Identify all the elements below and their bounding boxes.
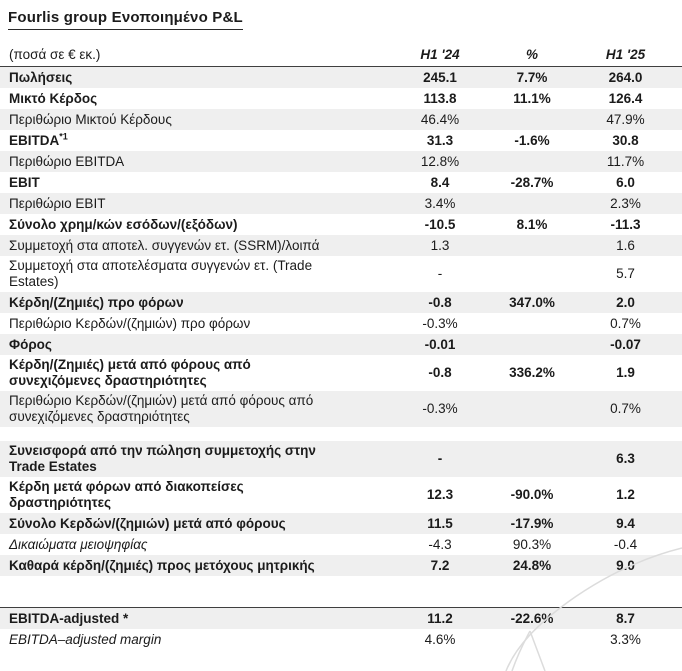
value-h1-24: 113.8 bbox=[423, 90, 457, 106]
section-gap bbox=[0, 576, 682, 607]
value-pct: 347.0% bbox=[509, 294, 555, 310]
value-pct: -1.6% bbox=[514, 132, 550, 148]
value-h1-25: 9.4 bbox=[616, 515, 635, 531]
table-row bbox=[0, 391, 682, 427]
table-body bbox=[0, 67, 682, 576]
value-h1-25: 1.9 bbox=[616, 365, 635, 380]
value-pct: 90.3% bbox=[512, 536, 552, 552]
value-h1-24: 1.3 bbox=[430, 237, 450, 253]
row-label: EBITDA-adjusted * bbox=[9, 610, 129, 626]
adjusted-section bbox=[0, 607, 682, 650]
table-row bbox=[0, 441, 682, 477]
value-h1-24: -10.5 bbox=[424, 216, 456, 232]
table-row bbox=[0, 629, 682, 650]
value-h1-24: 4.6% bbox=[424, 631, 456, 647]
value-h1-25: 0.7% bbox=[610, 315, 641, 331]
value-h1-24: -0.01 bbox=[424, 336, 456, 352]
value-h1-24: -4.3 bbox=[428, 536, 452, 552]
value-h1-24: - bbox=[437, 451, 443, 466]
row-label: EBIT bbox=[9, 174, 40, 190]
table-row bbox=[0, 355, 682, 391]
row-label: EBITDA$^{*1}$ bbox=[9, 131, 68, 148]
row-label: Καθαρά κέρδη/(ζημιές) προς μετόχους μητρικής bbox=[9, 557, 315, 573]
unit-label: (ποσά σε € εκ.) bbox=[9, 47, 101, 62]
value-h1-25: 1.6 bbox=[616, 237, 635, 253]
table-header-row bbox=[0, 47, 682, 67]
column-header-h1-25: H1 '25 bbox=[605, 47, 646, 62]
value-pct: 24.8% bbox=[512, 557, 552, 573]
value-h1-24: 3.4% bbox=[424, 195, 456, 211]
value-pct: 336.2% bbox=[509, 365, 555, 380]
value-h1-25: 6.3 bbox=[616, 451, 635, 466]
column-header-pct: % bbox=[525, 47, 538, 62]
table-row bbox=[0, 193, 682, 214]
value-h1-24: 11.2 bbox=[427, 610, 453, 626]
table-row bbox=[0, 214, 682, 235]
table-row bbox=[0, 151, 682, 172]
row-label: Συνεισφορά από την πώληση συμμετοχής στην Trade Estates bbox=[9, 443, 316, 474]
row-label: Κέρδη μετά φόρων από διακοπείσες δραστηριότητες bbox=[9, 479, 244, 510]
table-row bbox=[0, 513, 682, 534]
value-h1-24: 31.3 bbox=[426, 132, 454, 148]
column-header-h1-24: H1 '24 bbox=[420, 47, 460, 62]
value-h1-24: 8.4 bbox=[430, 174, 450, 190]
value-h1-25: 8.7 bbox=[616, 610, 635, 626]
table-row bbox=[0, 88, 682, 109]
table-row bbox=[0, 67, 682, 88]
row-label: Συμμετοχή στα αποτελέσματα συγγενών ετ. (Trade Estates) bbox=[9, 258, 313, 289]
value-h1-25: -0.07 bbox=[610, 336, 641, 352]
footnote-marker: *1 bbox=[59, 131, 68, 141]
row-label: Φόρος bbox=[9, 336, 52, 352]
value-pct: -90.0% bbox=[510, 487, 554, 502]
row-label: Περιθώριο EBITDA bbox=[9, 153, 125, 169]
value-h1-24: -0.8 bbox=[428, 365, 452, 380]
value-h1-24: -0.8 bbox=[428, 294, 452, 310]
row-label: Σύνολο χρημ/κών εσόδων/(εξόδων) bbox=[9, 216, 238, 232]
value-h1-24: 11.5 bbox=[427, 515, 453, 531]
value-pct: -28.7% bbox=[510, 174, 554, 190]
value-h1-24: 12.3 bbox=[426, 487, 454, 502]
value-h1-24: -0.3% bbox=[422, 401, 458, 416]
value-pct: 7.7% bbox=[516, 69, 548, 85]
table-row bbox=[0, 235, 682, 256]
row-label: Περιθώριο Κερδών/(ζημιών) μετά από φόρους από συνεχιζόμενες δραστηριότητες bbox=[9, 393, 314, 424]
value-h1-25: 30.8 bbox=[612, 132, 639, 148]
table-row bbox=[0, 334, 682, 355]
row-label: Κέρδη/(Ζημιές) μετά από φόρους από συνεχιζόμενες δραστηριότητες bbox=[9, 357, 251, 388]
table-row bbox=[0, 130, 682, 151]
row-label: Μικτό Κέρδος bbox=[9, 90, 98, 106]
value-h1-24: 46.4% bbox=[420, 111, 460, 127]
value-h1-25: -0.4 bbox=[613, 536, 638, 552]
value-h1-24: - bbox=[437, 266, 443, 281]
section-gap bbox=[0, 427, 682, 441]
pnl-table bbox=[0, 47, 682, 650]
table-row bbox=[0, 608, 682, 629]
table-row bbox=[0, 172, 682, 193]
value-pct: -22.6% bbox=[510, 610, 554, 626]
value-h1-25: 9.0 bbox=[616, 557, 635, 573]
page-title: Fourlis group Ενοποιημένο P&L bbox=[8, 9, 243, 30]
value-h1-25: 11.7% bbox=[606, 153, 645, 169]
value-h1-25: 3.3% bbox=[610, 631, 641, 647]
table-row bbox=[0, 313, 682, 334]
value-pct: 11.1% bbox=[513, 90, 551, 106]
row-label: Δικαιώματα μειοψηφίας bbox=[9, 536, 148, 552]
value-pct: -17.9% bbox=[510, 515, 554, 531]
table-row bbox=[0, 292, 682, 313]
value-h1-24: -0.3% bbox=[422, 315, 458, 331]
row-label: Πωλήσεις bbox=[9, 69, 73, 85]
value-h1-24: 7.2 bbox=[430, 557, 450, 573]
value-h1-25: 126.4 bbox=[608, 90, 643, 106]
value-h1-25: 2.0 bbox=[616, 294, 635, 310]
value-h1-25: 2.3% bbox=[610, 195, 641, 211]
value-h1-25: 6.0 bbox=[616, 174, 635, 190]
value-h1-25: 47.9% bbox=[606, 111, 645, 127]
value-h1-24: 245.1 bbox=[423, 69, 457, 85]
table-row bbox=[0, 109, 682, 130]
row-label: Περιθώριο Κερδών/(ζημιών) προ φόρων bbox=[9, 315, 251, 331]
table-row bbox=[0, 477, 682, 513]
row-label: EBITDA–adjusted margin bbox=[9, 631, 162, 647]
value-h1-25: 0.7% bbox=[610, 401, 641, 416]
table-row bbox=[0, 256, 682, 292]
value-h1-25: -11.3 bbox=[610, 216, 641, 232]
value-h1-25: 264.0 bbox=[608, 69, 643, 85]
table-row bbox=[0, 555, 682, 576]
value-pct: 8.1% bbox=[516, 216, 548, 232]
row-label: Περιθώριο Μικτού Κέρδους bbox=[9, 111, 172, 127]
row-label: Περιθώριο EBIT bbox=[9, 195, 106, 211]
row-label: Σύνολο Κερδών/(ζημιών) μετά από φόρους bbox=[9, 515, 286, 531]
value-h1-25: 5.7 bbox=[616, 266, 635, 281]
value-h1-24: 12.8% bbox=[420, 153, 460, 169]
table-row bbox=[0, 534, 682, 555]
value-h1-25: 1.2 bbox=[616, 487, 635, 502]
row-label: Συμμετοχή στα αποτελ. συγγενών ετ. (SSRM)/λοιπά bbox=[9, 237, 320, 253]
row-label: Κέρδη/(Ζημιές) προ φόρων bbox=[9, 294, 184, 310]
